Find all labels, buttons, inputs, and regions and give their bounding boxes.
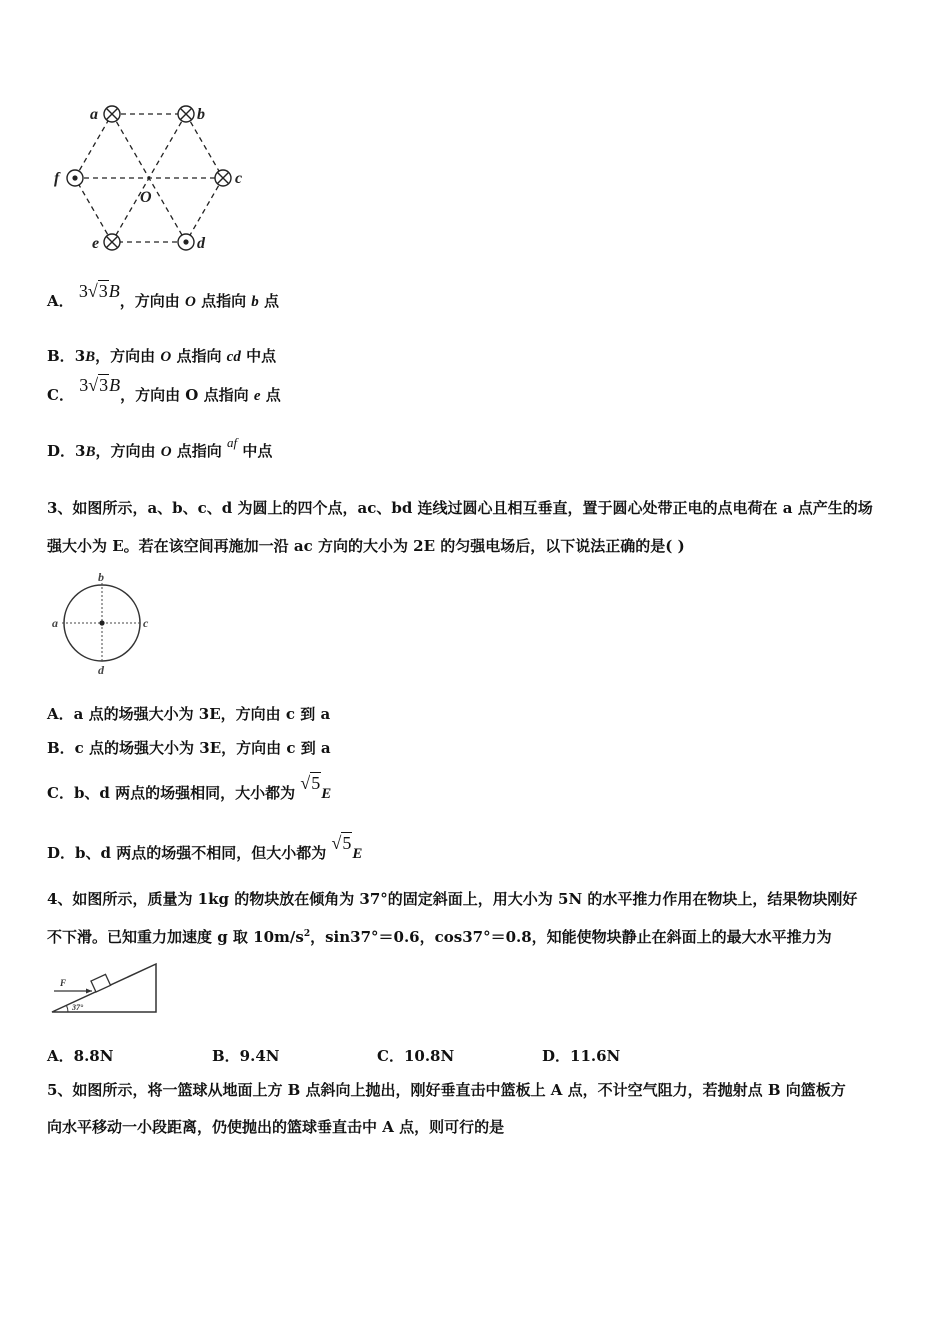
label-O: O: [140, 189, 152, 206]
circle-field-figure: [48, 570, 158, 678]
q3-option-b[interactable]: B．c 点的场强大小为 3E，方向由 c 到 a: [47, 739, 331, 757]
q2-option-a[interactable]: A． 3√3B，方向由 O 点指向 b 点: [47, 281, 280, 310]
q4-option-d[interactable]: D．11.6N: [542, 1047, 621, 1065]
circle-label-a: a: [52, 616, 58, 630]
label-b: b: [197, 106, 205, 123]
q2-option-b[interactable]: B．3B，方向由 O 点指向 cd 中点: [47, 347, 277, 365]
q4-option-c[interactable]: C．10.8N: [377, 1047, 455, 1065]
q4-stem-line2: 不下滑。已知重力加速度 g 取 $10m/s^2$，sin37°＝0.6，cos37°＝0.8，知能使物块静止在斜面上的最大水平推力为: [47, 928, 832, 946]
q2-option-a-letter: A．: [47, 292, 74, 310]
circle-label-c: c: [143, 616, 149, 630]
q3-option-a[interactable]: A．a 点的场强大小为 3E，方向由 c 到 a: [47, 705, 331, 723]
q2-option-c[interactable]: C． 3√3B，方向由 O 点指向 e 点: [47, 375, 281, 404]
force-label-F: F: [60, 978, 67, 988]
q2-option-d-af: af: [227, 435, 238, 450]
q2-option-d[interactable]: D．3B，方向由 O 点指向 af 中点: [47, 435, 273, 460]
label-c: c: [235, 170, 243, 187]
q3-option-d[interactable]: D．b、d 两点的场强不相同，但大小都为 √5E: [47, 833, 363, 862]
incline-figure: [48, 960, 163, 1020]
label-e: e: [92, 235, 100, 252]
q3-stem-line1: 3、如图所示，a、b、c、d 为圆上的四个点，ac、bd 连线过圆心且相互垂直，置于圆心处带正电的点电荷在 a 点产生的场: [47, 499, 873, 517]
label-d: d: [197, 235, 205, 252]
q3-option-d-formula: √5: [331, 833, 352, 853]
q4-option-b[interactable]: B．9.4N: [212, 1047, 280, 1065]
q3-option-c-formula: √5: [300, 773, 321, 793]
circle-label-b: b: [98, 570, 104, 584]
hexagon-magnetic-figure: [50, 98, 250, 258]
q5-stem-line1: 5、如图所示，将一篮球从地面上方 B 点斜向上抛出，刚好垂直击中篮板上 A 点，不计空气阻力，若抛射点 B 向篮板方: [47, 1081, 846, 1099]
q3-stem-line2: 强大小为 E。若在该空间再施加一沿 ac 方向的大小为 2E 的匀强电场后，以下说法正确的是( ): [47, 537, 685, 555]
q3-option-c[interactable]: C．b、d 两点的场强相同，大小都为 √5E: [47, 773, 332, 802]
q4-option-a[interactable]: A．8.8N: [47, 1047, 114, 1065]
q2-option-a-formula: 3√3B: [78, 281, 120, 301]
q4-stem-line1: 4、如图所示，质量为 1kg 的物块放在倾角为 37°的固定斜面上，用大小为 5N 的水平推力作用在物块上，结果物块刚好: [47, 890, 858, 908]
label-f: f: [54, 170, 60, 187]
q5-stem-line2: 向水平移动一小段距离，仍使抛出的篮球垂直击中 A 点，则可行的是: [47, 1118, 505, 1136]
label-a: a: [90, 106, 98, 123]
circle-label-d: d: [98, 663, 104, 677]
angle-label: 37°: [72, 1003, 84, 1012]
q2-option-c-formula: 3√3B: [79, 375, 121, 395]
